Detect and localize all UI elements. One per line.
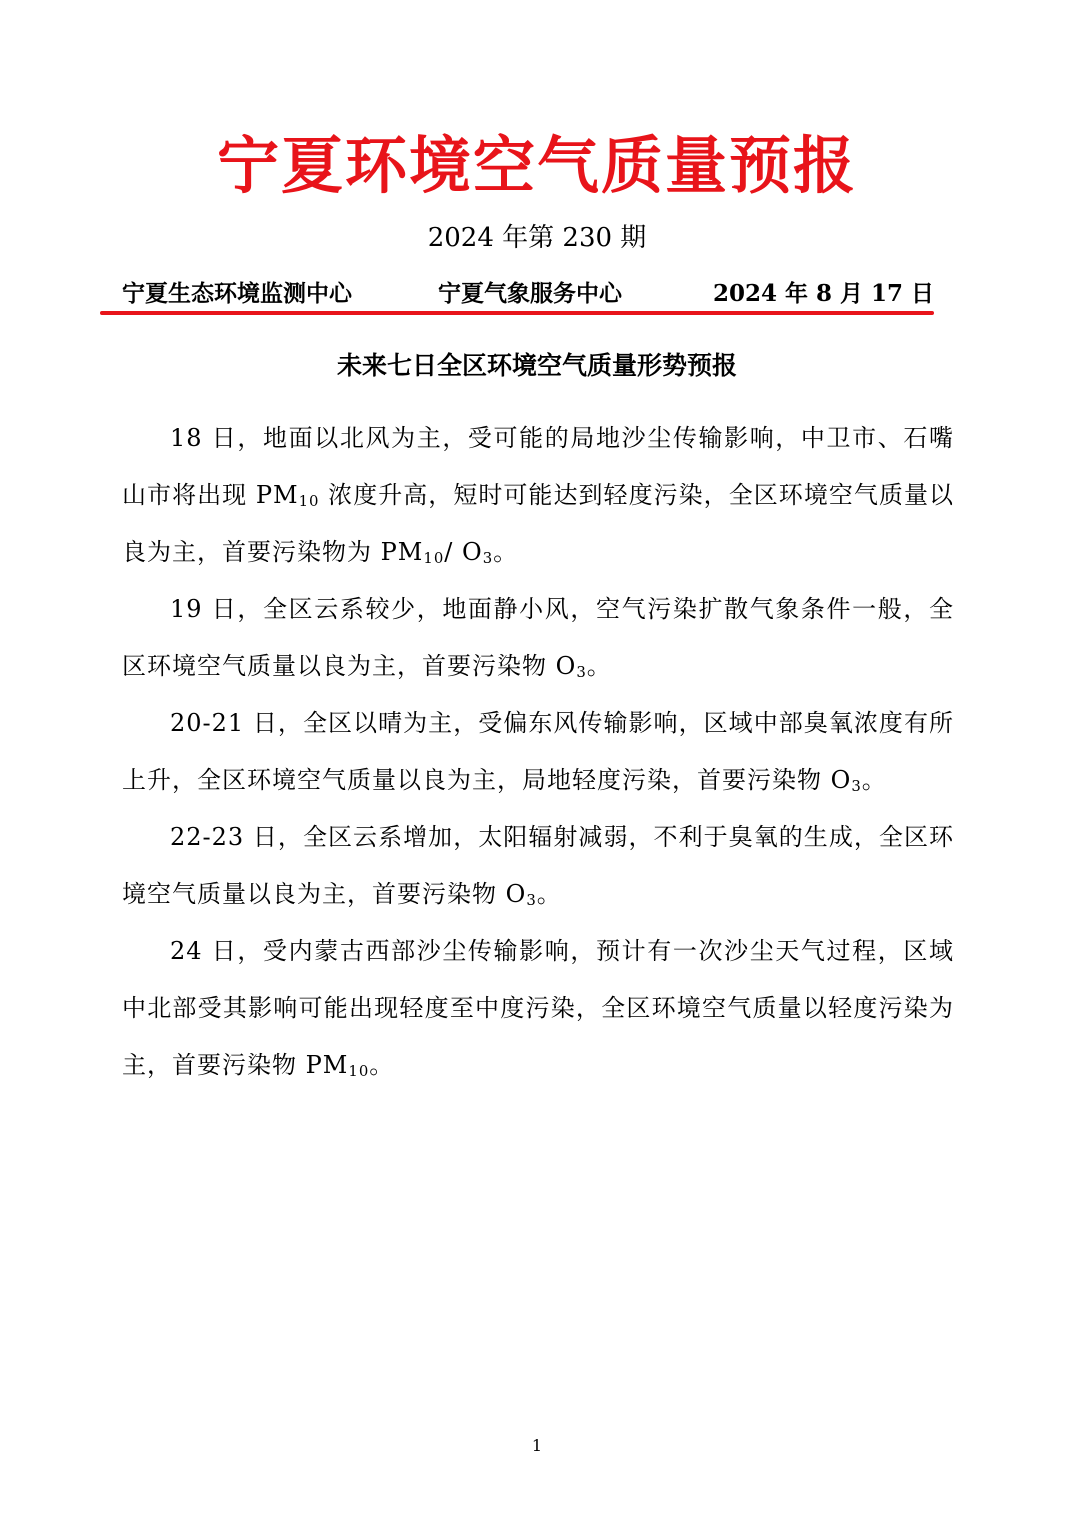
paragraph-day-22-23: 22-23 日，全区云系增加，太阳辐射减弱，不利于臭氧的生成，全区环境空气质量以良为主，首要污染物 $O_3$。 — [122, 823, 954, 909]
red-divider-rule — [100, 311, 934, 315]
paragraph-day-18: 18 日，地面以北风为主，受可能的局地沙尘传输影响，中卫市、石嘴山市将出现 $PM_{10}$ 浓度升高，短时可能达到轻度污染，全区环境空气质量以良为主，首要污染物为 $PM_{10}/$ $O_3$。 — [122, 424, 954, 567]
forecast-body — [122, 410, 954, 1094]
masthead-title: 宁夏环境空气质量预报 — [216, 129, 857, 202]
forecast-headline: 未来七日全区环境空气质量形势预报 — [336, 351, 737, 380]
paragraph-day-19: 19 日，全区云系较少，地面静小风，空气污染扩散气象条件一般，全区环境空气质量以良为主，首要污染物 $O_3$。 — [122, 595, 954, 681]
issuer-header — [122, 276, 934, 312]
paragraph-day-20-21: 20-21 日，全区以晴为主，受偏东风传输影响，区域中部臭氧浓度有所上升，全区环境空气质量以良为主，局地轻度污染，首要污染物 $O_3$。 — [122, 709, 954, 795]
issue-date: 2024 年 8 月 17 日 — [712, 280, 934, 307]
issuer-meteorological-center: 宁夏气象服务中心 — [438, 280, 622, 307]
issuer-monitoring-center: 宁夏生态环境监测中心 — [122, 280, 352, 307]
page-number: 1 — [531, 1436, 543, 1455]
paragraph-day-24: 24 日，受内蒙古西部沙尘传输影响，预计有一次沙尘天气过程，区域中北部受其影响可能出现轻度至中度污染，全区环境空气质量以轻度污染为主，首要污染物 $PM_{10}$。 — [122, 937, 954, 1080]
issue-number: 2024 年第 230 期 — [427, 223, 647, 253]
